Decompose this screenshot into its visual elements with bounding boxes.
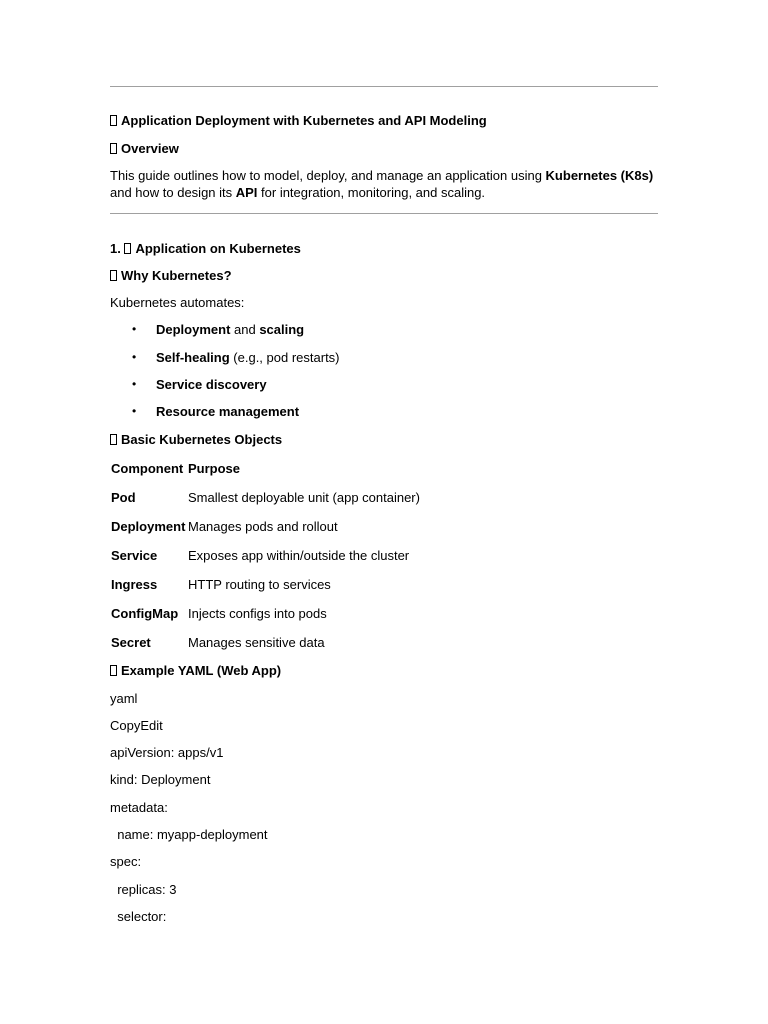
automates-text: Kubernetes automates:: [110, 295, 245, 310]
table-cell-component: Ingress: [111, 577, 158, 592]
list-item: Deployment and scaling: [156, 322, 305, 337]
bullet-marker: •: [132, 377, 137, 391]
table-header-purpose: Purpose: [188, 461, 241, 476]
missing-glyph-icon: [110, 143, 117, 154]
missing-glyph-icon: [110, 665, 117, 676]
table-cell-purpose: Exposes app within/outside the cluster: [188, 548, 410, 563]
bullet-marker: •: [132, 404, 137, 418]
missing-glyph-icon: [124, 243, 131, 254]
table-cell-purpose: Manages pods and rollout: [188, 519, 338, 534]
code-line: replicas: 3: [110, 882, 177, 897]
missing-glyph-icon: [110, 115, 117, 126]
yaml-heading: Example YAML (Web App): [110, 662, 281, 679]
overview-heading: Overview: [110, 140, 179, 157]
code-line: metadata:: [110, 800, 168, 815]
bullet-marker: •: [132, 350, 137, 364]
missing-glyph-icon: [110, 270, 117, 281]
code-line: spec:: [110, 854, 142, 869]
list-item: Resource management: [156, 404, 300, 419]
bullet-marker: •: [132, 322, 137, 336]
section-1-heading: 1. Application on Kubernetes: [110, 241, 301, 256]
code-line: name: myapp-deployment: [110, 827, 268, 842]
horizontal-rule: [110, 213, 658, 214]
code-language-label: yaml: [110, 691, 138, 706]
intro-paragraph-line-2: and how to design its API for integration, monitoring, and scaling.: [110, 185, 486, 200]
list-item: Self-healing (e.g., pod restarts): [156, 350, 340, 365]
table-header-component: Component: [111, 461, 184, 476]
missing-glyph-icon: [110, 434, 117, 445]
table-cell-component: Service: [111, 548, 158, 563]
table-cell-purpose: Smallest deployable unit (app container): [188, 490, 420, 505]
code-line: kind: Deployment: [110, 772, 211, 787]
table-cell-component: Secret: [111, 635, 151, 650]
copy-edit-button[interactable]: CopyEdit: [110, 718, 163, 733]
code-line: selector:: [110, 909, 167, 924]
table-cell-purpose: Manages sensitive data: [188, 635, 325, 650]
why-kubernetes-heading: Why Kubernetes?: [110, 267, 232, 284]
code-line: apiVersion: apps/v1: [110, 745, 224, 760]
horizontal-rule: [110, 86, 658, 87]
table-cell-component: Deployment: [111, 519, 186, 534]
table-cell-component: Pod: [111, 490, 136, 505]
table-cell-purpose: HTTP routing to services: [188, 577, 331, 592]
objects-heading: Basic Kubernetes Objects: [110, 431, 282, 448]
table-cell-purpose: Injects configs into pods: [188, 606, 327, 621]
document-title: Application Deployment with Kubernetes and API Modeling: [110, 112, 487, 129]
table-cell-component: ConfigMap: [111, 606, 179, 621]
intro-paragraph-line-1: This guide outlines how to model, deploy, and manage an application using Kubernetes (K8s): [110, 168, 654, 183]
list-item: Service discovery: [156, 377, 267, 392]
